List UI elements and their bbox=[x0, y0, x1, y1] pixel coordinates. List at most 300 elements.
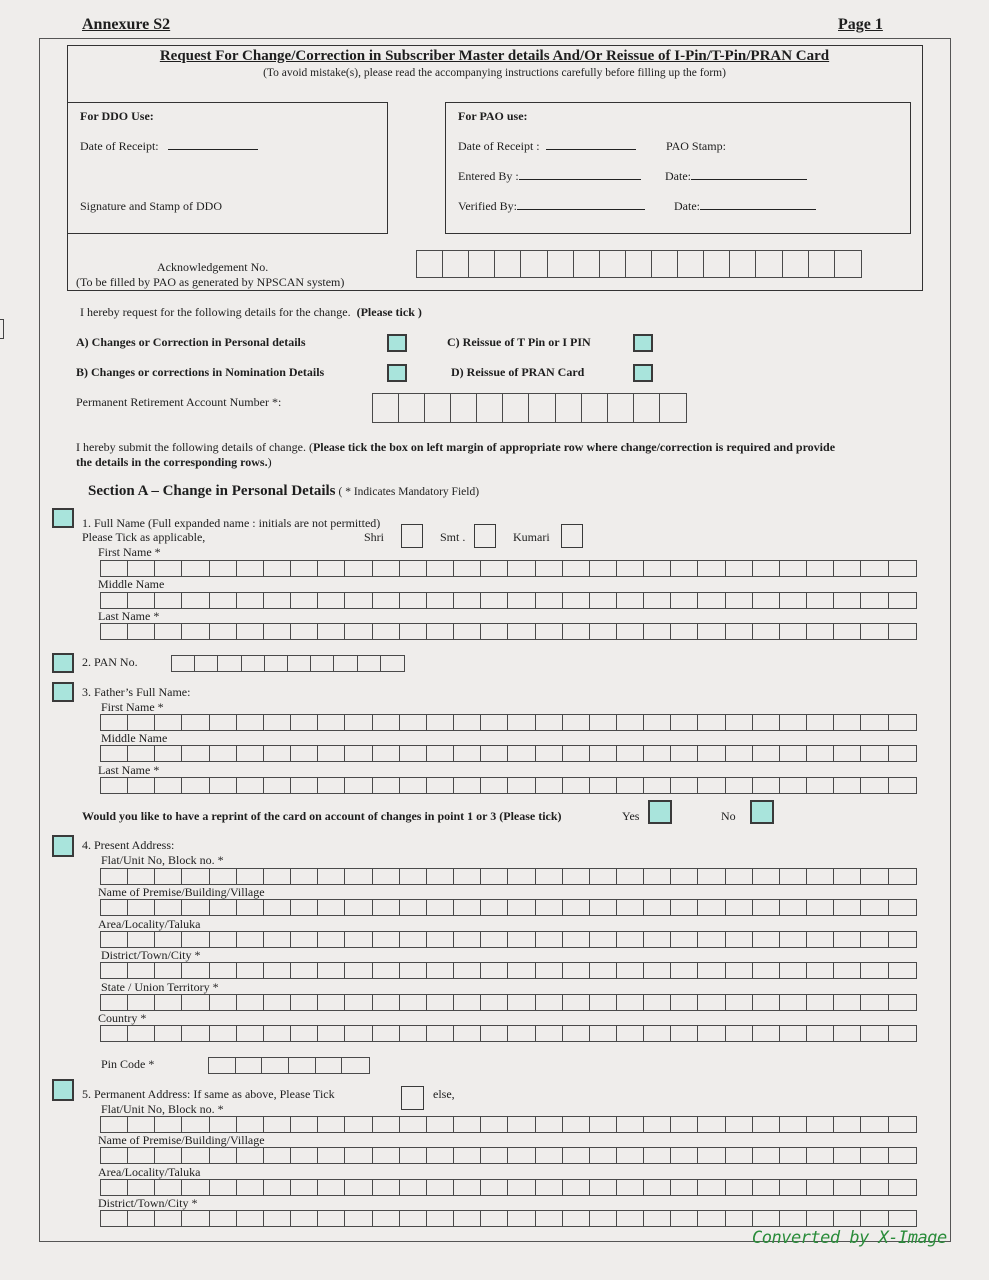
char-cell[interactable] bbox=[536, 1180, 563, 1195]
char-cell[interactable] bbox=[291, 869, 318, 884]
char-cell[interactable] bbox=[242, 656, 265, 671]
char-cell[interactable] bbox=[671, 561, 698, 576]
char-cell[interactable] bbox=[644, 932, 671, 947]
char-cell[interactable] bbox=[590, 900, 617, 915]
char-cell[interactable] bbox=[345, 963, 372, 978]
char-cell[interactable] bbox=[753, 1148, 780, 1163]
char-cell[interactable] bbox=[210, 869, 237, 884]
char-cell[interactable] bbox=[780, 900, 807, 915]
char-cell[interactable] bbox=[443, 251, 469, 277]
char-cell[interactable] bbox=[209, 1058, 236, 1073]
char-cell[interactable] bbox=[617, 593, 644, 608]
char-cell[interactable] bbox=[508, 869, 535, 884]
char-cell[interactable] bbox=[481, 1117, 508, 1132]
char-cell[interactable] bbox=[318, 1117, 345, 1132]
char-cell[interactable] bbox=[400, 1148, 427, 1163]
char-cell[interactable] bbox=[400, 1026, 427, 1041]
char-cell[interactable] bbox=[590, 715, 617, 730]
char-cell[interactable] bbox=[780, 715, 807, 730]
present-address-checkbox[interactable] bbox=[52, 835, 74, 857]
char-cell[interactable] bbox=[698, 715, 725, 730]
char-cell[interactable] bbox=[834, 995, 861, 1010]
char-cell[interactable] bbox=[590, 963, 617, 978]
char-cell[interactable] bbox=[671, 1148, 698, 1163]
char-cell[interactable] bbox=[155, 995, 182, 1010]
char-cell[interactable] bbox=[182, 715, 209, 730]
char-cell[interactable] bbox=[101, 869, 128, 884]
char-cell[interactable] bbox=[237, 900, 264, 915]
char-cell[interactable] bbox=[128, 746, 155, 761]
char-cell[interactable] bbox=[101, 963, 128, 978]
option-a-checkbox[interactable] bbox=[387, 334, 407, 352]
char-cell[interactable] bbox=[101, 1026, 128, 1041]
char-cell[interactable] bbox=[400, 900, 427, 915]
char-cell[interactable] bbox=[291, 561, 318, 576]
char-cell[interactable] bbox=[600, 251, 626, 277]
char-cell[interactable] bbox=[218, 656, 241, 671]
char-cell[interactable] bbox=[536, 715, 563, 730]
char-cell[interactable] bbox=[807, 1148, 834, 1163]
char-cell[interactable] bbox=[634, 394, 660, 422]
char-cell[interactable] bbox=[264, 561, 291, 576]
char-cell[interactable] bbox=[210, 932, 237, 947]
char-cell[interactable] bbox=[400, 746, 427, 761]
char-cell[interactable] bbox=[373, 963, 400, 978]
char-cell[interactable] bbox=[644, 593, 671, 608]
char-cell[interactable] bbox=[861, 900, 888, 915]
char-cell[interactable] bbox=[698, 995, 725, 1010]
char-cell[interactable] bbox=[345, 869, 372, 884]
char-cell[interactable] bbox=[311, 656, 334, 671]
char-cell[interactable] bbox=[807, 1211, 834, 1226]
char-cell[interactable] bbox=[101, 593, 128, 608]
char-cell[interactable] bbox=[508, 778, 535, 793]
char-cell[interactable] bbox=[101, 778, 128, 793]
char-cell[interactable] bbox=[454, 561, 481, 576]
father-last-name-field[interactable] bbox=[100, 777, 917, 794]
char-cell[interactable] bbox=[626, 251, 652, 277]
char-cell[interactable] bbox=[753, 1117, 780, 1132]
char-cell[interactable] bbox=[182, 624, 209, 639]
char-cell[interactable] bbox=[536, 869, 563, 884]
char-cell[interactable] bbox=[671, 1117, 698, 1132]
char-cell[interactable] bbox=[237, 1148, 264, 1163]
char-cell[interactable] bbox=[574, 251, 600, 277]
char-cell[interactable] bbox=[318, 593, 345, 608]
char-cell[interactable] bbox=[780, 963, 807, 978]
char-cell[interactable] bbox=[698, 624, 725, 639]
char-cell[interactable] bbox=[563, 778, 590, 793]
char-cell[interactable] bbox=[358, 656, 381, 671]
char-cell[interactable] bbox=[834, 1211, 861, 1226]
char-cell[interactable] bbox=[780, 1026, 807, 1041]
char-cell[interactable] bbox=[373, 900, 400, 915]
char-cell[interactable] bbox=[345, 778, 372, 793]
char-cell[interactable] bbox=[291, 593, 318, 608]
char-cell[interactable] bbox=[617, 1117, 644, 1132]
char-cell[interactable] bbox=[563, 995, 590, 1010]
char-cell[interactable] bbox=[563, 1117, 590, 1132]
char-cell[interactable] bbox=[237, 963, 264, 978]
char-cell[interactable] bbox=[264, 624, 291, 639]
char-cell[interactable] bbox=[617, 715, 644, 730]
char-cell[interactable] bbox=[780, 593, 807, 608]
char-cell[interactable] bbox=[101, 746, 128, 761]
char-cell[interactable] bbox=[155, 963, 182, 978]
char-cell[interactable] bbox=[617, 869, 644, 884]
pan-field[interactable] bbox=[171, 655, 405, 672]
char-cell[interactable] bbox=[671, 593, 698, 608]
char-cell[interactable] bbox=[373, 1117, 400, 1132]
char-cell[interactable] bbox=[582, 394, 608, 422]
char-cell[interactable] bbox=[264, 1180, 291, 1195]
char-cell[interactable] bbox=[660, 394, 686, 422]
shri-checkbox[interactable] bbox=[401, 524, 423, 548]
option-b-checkbox[interactable] bbox=[387, 364, 407, 382]
char-cell[interactable] bbox=[726, 715, 753, 730]
char-cell[interactable] bbox=[807, 995, 834, 1010]
char-cell[interactable] bbox=[128, 1117, 155, 1132]
char-cell[interactable] bbox=[481, 746, 508, 761]
char-cell[interactable] bbox=[291, 900, 318, 915]
permanent-premise-field[interactable] bbox=[100, 1147, 917, 1164]
char-cell[interactable] bbox=[807, 778, 834, 793]
char-cell[interactable] bbox=[617, 746, 644, 761]
char-cell[interactable] bbox=[210, 1117, 237, 1132]
char-cell[interactable] bbox=[834, 746, 861, 761]
char-cell[interactable] bbox=[451, 394, 477, 422]
char-cell[interactable] bbox=[182, 778, 209, 793]
char-cell[interactable] bbox=[345, 995, 372, 1010]
char-cell[interactable] bbox=[536, 1211, 563, 1226]
char-cell[interactable] bbox=[780, 561, 807, 576]
char-cell[interactable] bbox=[726, 778, 753, 793]
char-cell[interactable] bbox=[563, 1026, 590, 1041]
char-cell[interactable] bbox=[155, 900, 182, 915]
char-cell[interactable] bbox=[889, 1117, 916, 1132]
char-cell[interactable] bbox=[400, 869, 427, 884]
char-cell[interactable] bbox=[671, 932, 698, 947]
char-cell[interactable] bbox=[548, 251, 574, 277]
char-cell[interactable] bbox=[128, 715, 155, 730]
char-cell[interactable] bbox=[726, 746, 753, 761]
char-cell[interactable] bbox=[889, 778, 916, 793]
char-cell[interactable] bbox=[590, 1180, 617, 1195]
char-cell[interactable] bbox=[608, 394, 634, 422]
smt-checkbox[interactable] bbox=[474, 524, 496, 548]
char-cell[interactable] bbox=[155, 624, 182, 639]
char-cell[interactable] bbox=[481, 778, 508, 793]
char-cell[interactable] bbox=[400, 778, 427, 793]
char-cell[interactable] bbox=[536, 746, 563, 761]
char-cell[interactable] bbox=[521, 251, 547, 277]
char-cell[interactable] bbox=[291, 995, 318, 1010]
char-cell[interactable] bbox=[617, 1026, 644, 1041]
char-cell[interactable] bbox=[291, 778, 318, 793]
char-cell[interactable] bbox=[454, 1117, 481, 1132]
char-cell[interactable] bbox=[807, 746, 834, 761]
char-cell[interactable] bbox=[617, 778, 644, 793]
char-cell[interactable] bbox=[345, 1180, 372, 1195]
char-cell[interactable] bbox=[454, 746, 481, 761]
char-cell[interactable] bbox=[508, 1148, 535, 1163]
char-cell[interactable] bbox=[469, 251, 495, 277]
char-cell[interactable] bbox=[182, 1117, 209, 1132]
char-cell[interactable] bbox=[425, 394, 451, 422]
char-cell[interactable] bbox=[889, 1148, 916, 1163]
char-cell[interactable] bbox=[834, 593, 861, 608]
char-cell[interactable] bbox=[508, 1180, 535, 1195]
char-cell[interactable] bbox=[155, 593, 182, 608]
char-cell[interactable] bbox=[264, 1026, 291, 1041]
present-premise-field[interactable] bbox=[100, 899, 917, 916]
char-cell[interactable] bbox=[400, 624, 427, 639]
char-cell[interactable] bbox=[291, 932, 318, 947]
ack-number-field[interactable] bbox=[416, 250, 862, 278]
char-cell[interactable] bbox=[101, 1211, 128, 1226]
char-cell[interactable] bbox=[807, 1026, 834, 1041]
char-cell[interactable] bbox=[373, 778, 400, 793]
char-cell[interactable] bbox=[508, 624, 535, 639]
char-cell[interactable] bbox=[182, 561, 209, 576]
char-cell[interactable] bbox=[536, 1026, 563, 1041]
char-cell[interactable] bbox=[726, 932, 753, 947]
char-cell[interactable] bbox=[834, 1026, 861, 1041]
char-cell[interactable] bbox=[563, 561, 590, 576]
char-cell[interactable] bbox=[128, 1026, 155, 1041]
char-cell[interactable] bbox=[155, 1148, 182, 1163]
char-cell[interactable] bbox=[889, 1180, 916, 1195]
char-cell[interactable] bbox=[101, 1148, 128, 1163]
char-cell[interactable] bbox=[889, 624, 916, 639]
char-cell[interactable] bbox=[698, 932, 725, 947]
char-cell[interactable] bbox=[237, 593, 264, 608]
char-cell[interactable] bbox=[889, 995, 916, 1010]
char-cell[interactable] bbox=[590, 1148, 617, 1163]
char-cell[interactable] bbox=[834, 1180, 861, 1195]
char-cell[interactable] bbox=[809, 251, 835, 277]
char-cell[interactable] bbox=[671, 715, 698, 730]
char-cell[interactable] bbox=[563, 963, 590, 978]
char-cell[interactable] bbox=[454, 715, 481, 730]
char-cell[interactable] bbox=[671, 1180, 698, 1195]
char-cell[interactable] bbox=[128, 561, 155, 576]
char-cell[interactable] bbox=[726, 869, 753, 884]
present-district-field[interactable] bbox=[100, 962, 917, 979]
char-cell[interactable] bbox=[861, 561, 888, 576]
char-cell[interactable] bbox=[783, 251, 809, 277]
char-cell[interactable] bbox=[529, 394, 555, 422]
char-cell[interactable] bbox=[678, 251, 704, 277]
char-cell[interactable] bbox=[807, 932, 834, 947]
pan-checkbox[interactable] bbox=[52, 653, 74, 673]
char-cell[interactable] bbox=[318, 624, 345, 639]
char-cell[interactable] bbox=[210, 1148, 237, 1163]
char-cell[interactable] bbox=[182, 900, 209, 915]
char-cell[interactable] bbox=[400, 995, 427, 1010]
char-cell[interactable] bbox=[345, 715, 372, 730]
permanent-area-field[interactable] bbox=[100, 1179, 917, 1196]
char-cell[interactable] bbox=[210, 1180, 237, 1195]
char-cell[interactable] bbox=[155, 1211, 182, 1226]
char-cell[interactable] bbox=[889, 1211, 916, 1226]
char-cell[interactable] bbox=[753, 561, 780, 576]
char-cell[interactable] bbox=[698, 869, 725, 884]
char-cell[interactable] bbox=[237, 778, 264, 793]
char-cell[interactable] bbox=[182, 932, 209, 947]
father-name-checkbox[interactable] bbox=[52, 682, 74, 702]
char-cell[interactable] bbox=[237, 1117, 264, 1132]
char-cell[interactable] bbox=[644, 624, 671, 639]
char-cell[interactable] bbox=[644, 963, 671, 978]
char-cell[interactable] bbox=[381, 656, 404, 671]
char-cell[interactable] bbox=[590, 1211, 617, 1226]
pran-field[interactable] bbox=[372, 393, 687, 423]
char-cell[interactable] bbox=[291, 1211, 318, 1226]
char-cell[interactable] bbox=[726, 561, 753, 576]
char-cell[interactable] bbox=[563, 1211, 590, 1226]
char-cell[interactable] bbox=[400, 932, 427, 947]
char-cell[interactable] bbox=[807, 561, 834, 576]
char-cell[interactable] bbox=[373, 715, 400, 730]
middle-name-field[interactable] bbox=[100, 592, 917, 609]
char-cell[interactable] bbox=[373, 1211, 400, 1226]
char-cell[interactable] bbox=[481, 561, 508, 576]
char-cell[interactable] bbox=[237, 995, 264, 1010]
char-cell[interactable] bbox=[481, 1026, 508, 1041]
present-area-field[interactable] bbox=[100, 931, 917, 948]
char-cell[interactable] bbox=[373, 593, 400, 608]
char-cell[interactable] bbox=[481, 963, 508, 978]
char-cell[interactable] bbox=[427, 715, 454, 730]
char-cell[interactable] bbox=[698, 746, 725, 761]
char-cell[interactable] bbox=[195, 656, 218, 671]
char-cell[interactable] bbox=[536, 932, 563, 947]
char-cell[interactable] bbox=[210, 963, 237, 978]
char-cell[interactable] bbox=[101, 561, 128, 576]
reprint-yes-checkbox[interactable] bbox=[648, 800, 672, 824]
char-cell[interactable] bbox=[318, 1026, 345, 1041]
char-cell[interactable] bbox=[508, 715, 535, 730]
char-cell[interactable] bbox=[264, 1211, 291, 1226]
char-cell[interactable] bbox=[503, 394, 529, 422]
char-cell[interactable] bbox=[210, 746, 237, 761]
char-cell[interactable] bbox=[373, 995, 400, 1010]
char-cell[interactable] bbox=[182, 995, 209, 1010]
char-cell[interactable] bbox=[861, 624, 888, 639]
char-cell[interactable] bbox=[730, 251, 756, 277]
char-cell[interactable] bbox=[861, 715, 888, 730]
char-cell[interactable] bbox=[726, 963, 753, 978]
present-country-field[interactable] bbox=[100, 1025, 917, 1042]
char-cell[interactable] bbox=[508, 593, 535, 608]
char-cell[interactable] bbox=[128, 995, 155, 1010]
char-cell[interactable] bbox=[373, 1148, 400, 1163]
char-cell[interactable] bbox=[373, 561, 400, 576]
entered-by-field[interactable] bbox=[519, 169, 641, 180]
char-cell[interactable] bbox=[590, 624, 617, 639]
char-cell[interactable] bbox=[835, 251, 861, 277]
char-cell[interactable] bbox=[726, 1211, 753, 1226]
char-cell[interactable] bbox=[318, 932, 345, 947]
last-name-field[interactable] bbox=[100, 623, 917, 640]
char-cell[interactable] bbox=[373, 394, 399, 422]
char-cell[interactable] bbox=[128, 1148, 155, 1163]
char-cell[interactable] bbox=[318, 900, 345, 915]
char-cell[interactable] bbox=[834, 715, 861, 730]
char-cell[interactable] bbox=[291, 1180, 318, 1195]
char-cell[interactable] bbox=[889, 561, 916, 576]
char-cell[interactable] bbox=[481, 900, 508, 915]
char-cell[interactable] bbox=[590, 1026, 617, 1041]
char-cell[interactable] bbox=[155, 869, 182, 884]
char-cell[interactable] bbox=[182, 869, 209, 884]
char-cell[interactable] bbox=[210, 1026, 237, 1041]
char-cell[interactable] bbox=[427, 1180, 454, 1195]
char-cell[interactable] bbox=[807, 869, 834, 884]
char-cell[interactable] bbox=[345, 1117, 372, 1132]
char-cell[interactable] bbox=[334, 656, 357, 671]
char-cell[interactable] bbox=[807, 1180, 834, 1195]
char-cell[interactable] bbox=[644, 995, 671, 1010]
char-cell[interactable] bbox=[726, 995, 753, 1010]
char-cell[interactable] bbox=[617, 900, 644, 915]
char-cell[interactable] bbox=[318, 995, 345, 1010]
char-cell[interactable] bbox=[834, 561, 861, 576]
char-cell[interactable] bbox=[861, 932, 888, 947]
char-cell[interactable] bbox=[563, 932, 590, 947]
char-cell[interactable] bbox=[704, 251, 730, 277]
char-cell[interactable] bbox=[481, 932, 508, 947]
char-cell[interactable] bbox=[671, 995, 698, 1010]
char-cell[interactable] bbox=[318, 1148, 345, 1163]
char-cell[interactable] bbox=[454, 869, 481, 884]
present-state-field[interactable] bbox=[100, 994, 917, 1011]
char-cell[interactable] bbox=[780, 624, 807, 639]
char-cell[interactable] bbox=[155, 1026, 182, 1041]
char-cell[interactable] bbox=[563, 593, 590, 608]
pao-date-field[interactable] bbox=[546, 139, 636, 150]
char-cell[interactable] bbox=[563, 869, 590, 884]
char-cell[interactable] bbox=[345, 900, 372, 915]
char-cell[interactable] bbox=[427, 778, 454, 793]
char-cell[interactable] bbox=[316, 1058, 343, 1073]
char-cell[interactable] bbox=[291, 1148, 318, 1163]
char-cell[interactable] bbox=[427, 932, 454, 947]
char-cell[interactable] bbox=[889, 746, 916, 761]
char-cell[interactable] bbox=[264, 778, 291, 793]
char-cell[interactable] bbox=[427, 1117, 454, 1132]
char-cell[interactable] bbox=[861, 963, 888, 978]
char-cell[interactable] bbox=[753, 995, 780, 1010]
char-cell[interactable] bbox=[753, 778, 780, 793]
char-cell[interactable] bbox=[345, 1211, 372, 1226]
char-cell[interactable] bbox=[536, 963, 563, 978]
char-cell[interactable] bbox=[210, 778, 237, 793]
char-cell[interactable] bbox=[210, 593, 237, 608]
char-cell[interactable] bbox=[155, 1117, 182, 1132]
char-cell[interactable] bbox=[753, 715, 780, 730]
char-cell[interactable] bbox=[698, 1026, 725, 1041]
char-cell[interactable] bbox=[508, 561, 535, 576]
char-cell[interactable] bbox=[563, 1148, 590, 1163]
char-cell[interactable] bbox=[834, 963, 861, 978]
char-cell[interactable] bbox=[508, 900, 535, 915]
char-cell[interactable] bbox=[698, 593, 725, 608]
char-cell[interactable] bbox=[264, 715, 291, 730]
char-cell[interactable] bbox=[590, 593, 617, 608]
char-cell[interactable] bbox=[454, 778, 481, 793]
